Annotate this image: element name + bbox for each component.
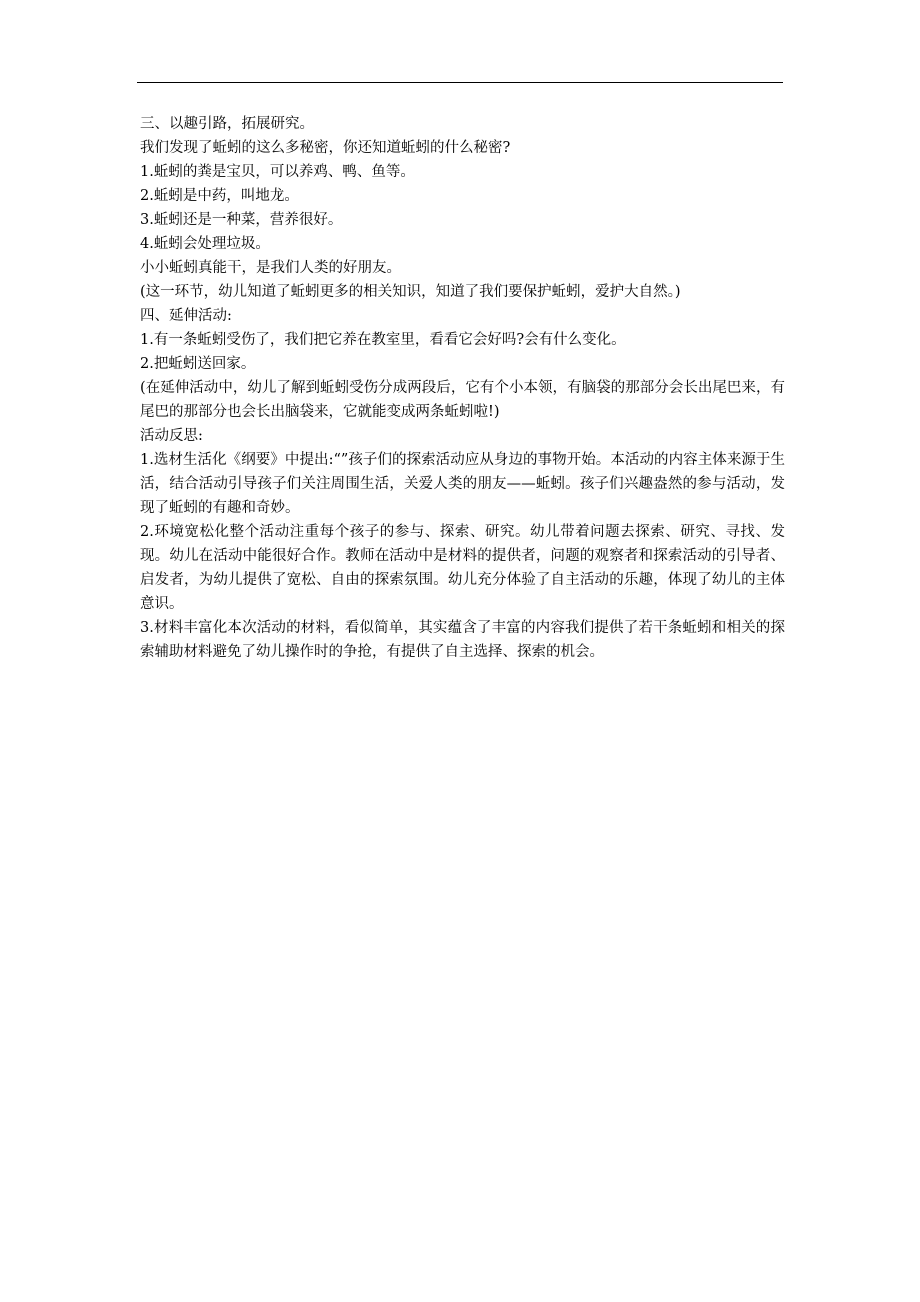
header-rule — [137, 82, 783, 83]
reflection-heading: 活动反思: — [140, 428, 203, 444]
note-paragraph: (在延伸活动中，幼儿了解到蚯蚓受伤分成两段后，它有个小本领，有脑袋的那部分会长出尾巴来，有尾巴的那部分也会长出脑袋来，它就能变成两条蚯蚓啦!) — [140, 380, 785, 420]
list-item: 1.蚯蚓的粪是宝贝，可以养鸡、鸭、鱼等。 — [140, 164, 415, 180]
reflection-item: 3.材料丰富化本次活动的材料，看似简单，其实蕴含了丰富的内容我们提供了若干条蚯蚓和相关的探索辅助材料避免了幼儿操作时的争抢，有提供了自主选择、探索的机会。 — [140, 620, 785, 660]
section-heading-3: 三、以趣引路，拓展研究。 — [140, 116, 314, 132]
document-body — [140, 112, 785, 664]
note-paragraph: (这一环节，幼儿知道了蚯蚓更多的相关知识，知道了我们要保护蚯蚓，爱护大自然。) — [140, 284, 681, 300]
section-heading-4: 四、延伸活动: — [140, 308, 232, 324]
list-item: 2.把蚯蚓送回家。 — [140, 356, 256, 372]
list-item: 2.蚯蚓是中药，叫地龙。 — [140, 188, 299, 204]
list-item: 4.蚯蚓会处理垃圾。 — [140, 236, 270, 252]
reflection-item: 2.环境宽松化整个活动注重每个孩子的参与、探索、研究。幼儿带着问题去探索、研究、寻找、发现。幼儿在活动中能很好合作。教师在活动中是材料的提供者，问题的观察者和探索活动的引导者、启发者，为幼儿提供了宽松、自由的探索氛围。幼儿充分体验了自主活动的乐趣，体现了幼儿的主体意识。 — [140, 524, 785, 612]
question-paragraph: 我们发现了蚯蚓的这么多秘密，你还知道蚯蚓的什么秘密? — [140, 140, 511, 156]
summary-paragraph: 小小蚯蚓真能干，是我们人类的好朋友。 — [140, 260, 401, 276]
reflection-item: 1.选材生活化《纲要》中提出:“”孩子们的探索活动应从身边的事物开始。本活动的内容主体来源于生活，结合活动引导孩子们关注周围生活，关爱人类的朋友——蚯蚓。孩子们兴趣盎然的参与活动，发现了蚯蚓的有趣和奇妙。 — [140, 452, 785, 516]
list-item: 3.蚯蚓还是一种菜，营养很好。 — [140, 212, 343, 228]
list-item: 1.有一条蚯蚓受伤了，我们把它养在教室里，看看它会好吗?会有什么变化。 — [140, 332, 626, 348]
